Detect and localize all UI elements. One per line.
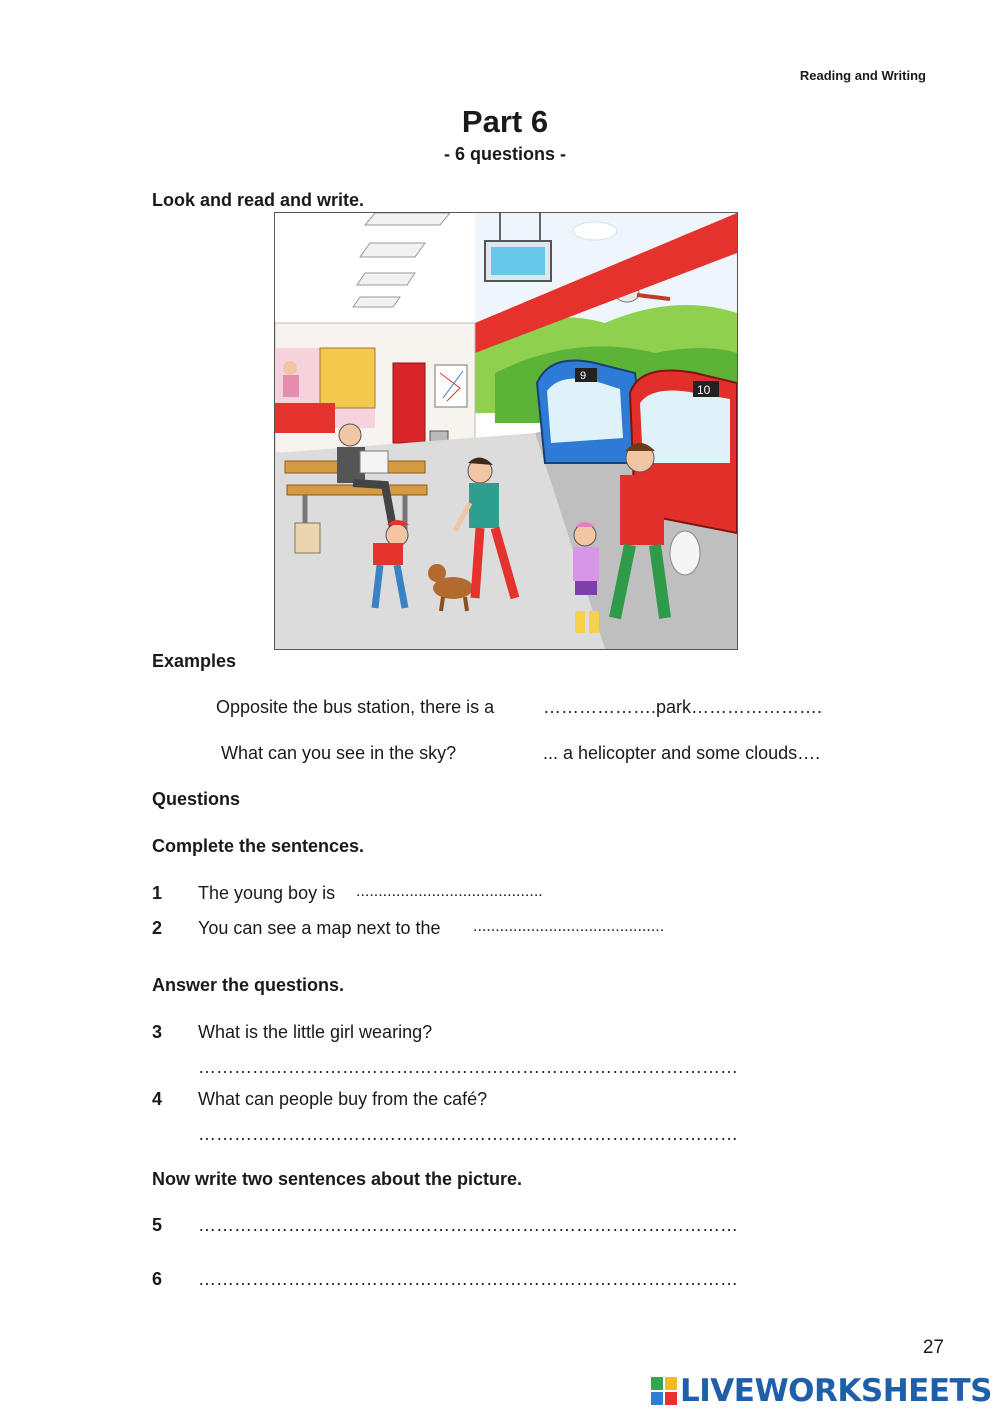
page-number: 27 xyxy=(922,1337,944,1358)
write-heading: Now write two sentences about the picture. xyxy=(152,1169,523,1189)
answer-blank-6[interactable]: ……………………………………………………………………………… xyxy=(198,1269,738,1289)
question-number: 6 xyxy=(152,1269,163,1289)
example-2-prompt: What can you see in the sky? xyxy=(221,743,457,763)
answer-blank-5[interactable]: ……………………………………………………………………………… xyxy=(198,1215,738,1235)
page-subtitle: - 6 questions - xyxy=(443,144,566,164)
answer-blank-1[interactable]: .......................................... xyxy=(356,883,543,900)
complete-heading: Complete the sentences. xyxy=(152,836,365,856)
question-3-text: What is the little girl wearing? xyxy=(198,1022,433,1042)
answer-blank-3[interactable]: ……………………………………………………………………………… xyxy=(198,1057,738,1077)
example-2-answer: ... a helicopter and some clouds…. xyxy=(543,743,821,763)
logo-icon xyxy=(651,1377,677,1405)
question-number: 5 xyxy=(152,1215,163,1235)
answer-blank-4[interactable]: ……………………………………………………………………………… xyxy=(198,1124,738,1144)
instruction: Look and read and write. xyxy=(152,190,365,210)
example-1-answer: ……………….park…………………. xyxy=(543,697,823,717)
question-number: 3 xyxy=(152,1022,163,1042)
question-number: 2 xyxy=(152,918,163,938)
question-number: 4 xyxy=(152,1089,163,1109)
questions-heading: Questions xyxy=(152,789,241,809)
liveworksheets-logo[interactable] xyxy=(651,1373,992,1409)
question-1-text: The young boy is xyxy=(198,883,336,903)
page-title: Part 6 xyxy=(461,104,549,139)
section-header: Reading and Writing xyxy=(799,68,926,83)
cafe-illustration xyxy=(275,348,375,433)
answer-heading: Answer the questions. xyxy=(152,975,345,995)
question-4-text: What can people buy from the café? xyxy=(198,1089,488,1109)
question-2-text: You can see a map next to the xyxy=(198,918,441,938)
question-number: 1 xyxy=(152,883,163,903)
logo-text: LIVEWORKSHEETS xyxy=(680,1373,992,1409)
examples-heading: Examples xyxy=(152,651,237,671)
bus-station-picture xyxy=(274,212,738,650)
bus-number-10: 10 xyxy=(697,383,711,397)
example-1-prompt: Opposite the bus station, there is a xyxy=(216,697,495,717)
answer-blank-2[interactable]: ........................................... xyxy=(473,918,665,935)
bus-number-9: 9 xyxy=(580,370,587,382)
